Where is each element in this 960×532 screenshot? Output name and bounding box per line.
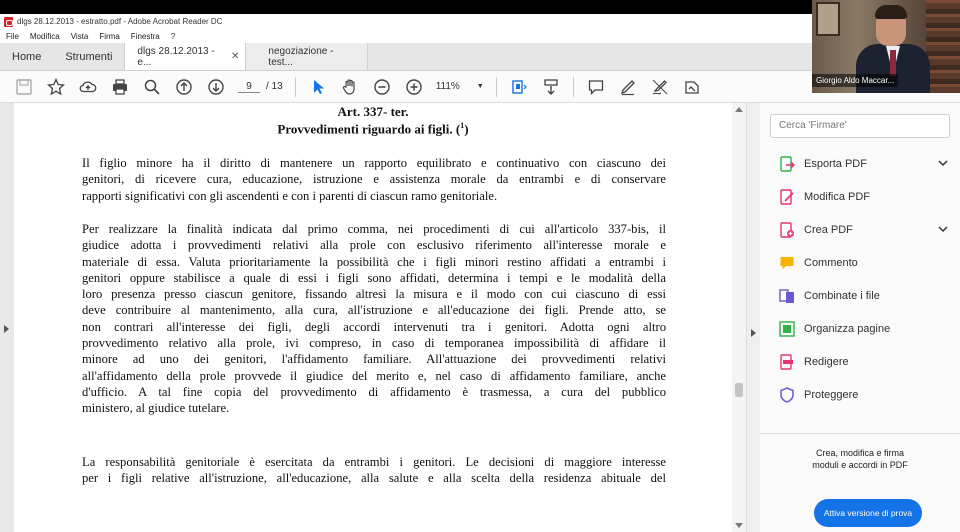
zoom-in-button[interactable] — [398, 75, 430, 99]
tool-redact[interactable] — [760, 345, 960, 378]
tool-label: Modifica PDF — [804, 190, 871, 203]
printer-icon — [111, 78, 129, 96]
text-line: non contrari all'interesse dei figli, degli accordi intervenuti tra i genitori. Adotta ogni altro — [82, 319, 666, 334]
chevron-down-icon[interactable] — [938, 158, 948, 168]
pen-highlight-icon — [619, 78, 637, 96]
select-tool-button[interactable] — [302, 75, 334, 99]
save-button[interactable] — [8, 75, 40, 99]
article-title-text: Provvedimenti riguardo ai figli. ( — [277, 121, 461, 137]
text-line: rapporti significativi con gli ascendenti e con i parenti di ciascun ramo genitoriale. — [82, 188, 498, 203]
menu-help[interactable]: ? — [170, 31, 176, 41]
text-line: giudice adotta i provvedimenti relativi alla prole con esclusivo riferimento all'interesse morale e — [82, 238, 666, 253]
text-line: Il figlio minore ha il diritto di mantenere un rapporto equilibrato e continuativo con ciascuno dei — [82, 156, 666, 170]
webcam-bookshelf — [926, 0, 960, 93]
tool-export-pdf[interactable] — [760, 147, 960, 180]
combine-files-icon — [778, 287, 796, 305]
text-line: all'affidamento della prole provvede il giudice del merito e, nel caso di affidamento familiare, anche — [82, 368, 666, 383]
vertical-scrollbar[interactable] — [732, 103, 746, 532]
tool-label: Redigere — [804, 355, 849, 368]
chevron-down-icon[interactable] — [938, 224, 948, 234]
text-line: genitori oppure stabilisce a quale di essi i figli sono affidati, determina i tempi e le modalità della — [82, 270, 666, 285]
cloud-upload-icon — [79, 78, 97, 96]
menu-modifica[interactable]: Modifica — [29, 31, 60, 41]
promo-line: Crea, modifica e firma — [815, 448, 905, 458]
tool-organize-pages[interactable] — [760, 312, 960, 345]
webcam-participant-name: Giorgio Aldo Maccar... — [812, 74, 898, 87]
cursor-arrow-icon — [309, 78, 327, 96]
fit-page-icon — [510, 78, 528, 96]
page-fit-button[interactable] — [503, 75, 535, 99]
tools-search-input[interactable]: Cerca 'Firmare' — [770, 114, 950, 138]
webcam-picture-frame — [816, 2, 840, 36]
text-line: La responsabilità genitoriale è esercitata da entrambi i genitori. Le decisioni di maggiore interesse — [82, 455, 666, 469]
sign-button[interactable] — [644, 75, 676, 99]
zoom-out-button[interactable] — [366, 75, 398, 99]
article-number: Art. 337- ter. — [337, 104, 409, 119]
scroll-mode-button[interactable] — [535, 75, 567, 99]
hand-tool-button[interactable] — [334, 75, 366, 99]
promo-text — [760, 447, 960, 471]
star-icon — [47, 78, 65, 96]
tab-home[interactable]: Home — [0, 43, 53, 70]
chevron-down-icon: ▼ — [476, 83, 484, 90]
scroll-thumb[interactable] — [735, 383, 743, 397]
content-area — [0, 103, 960, 532]
text-line: ministero, al giudice tutelare. — [82, 401, 230, 416]
tool-label: Organizza pagine — [804, 322, 891, 335]
webcam-person-hair — [875, 5, 907, 19]
left-nav-pane-toggle[interactable] — [0, 103, 14, 532]
menu-file[interactable]: File — [6, 31, 19, 41]
tool-label: Commento — [804, 256, 858, 269]
text-line: loro presenza presso ciascun genitore, fissando altresì la misura e il modo con cui ciascuno di essi — [82, 287, 666, 302]
arrow-up-circle-icon — [175, 78, 193, 96]
next-page-button[interactable] — [200, 75, 232, 99]
tab-document-label: dlgs 28.12.2013 - e... — [137, 45, 215, 68]
tools-pane — [760, 103, 960, 532]
tool-label: Combinate i file — [804, 289, 880, 302]
save-icon — [15, 78, 33, 96]
page-number-input[interactable]: 9 — [238, 81, 260, 93]
redact-icon — [778, 353, 796, 371]
create-pdf-icon — [778, 221, 796, 239]
magnifier-icon — [143, 78, 161, 96]
tools-list — [760, 147, 960, 411]
chevron-right-icon — [751, 329, 756, 337]
scroll-down-icon[interactable] — [735, 523, 743, 528]
speech-bubble-icon — [587, 78, 605, 96]
plus-circle-icon — [405, 78, 423, 96]
sign-pen-icon — [651, 78, 669, 96]
fill-sign-icon — [683, 78, 701, 96]
toolbar-separator — [295, 77, 296, 97]
webcam-person-tie — [890, 50, 896, 76]
promo-line: moduli e accordi in PDF — [812, 460, 908, 470]
text-line: materiale di essa. Valuta prioritariamente la possibilità che i figli minori restino affidati a entrambi i — [82, 254, 666, 269]
tool-combine-files[interactable] — [760, 279, 960, 312]
webcam-overlay — [812, 0, 960, 93]
text-line: provvedimento relativo alla prole, ivi compreso, in caso di temporanea impossibilità di affidare il — [82, 336, 666, 351]
scroll-mode-icon — [542, 78, 560, 96]
zoom-select[interactable] — [436, 81, 484, 92]
highlight-button[interactable] — [612, 75, 644, 99]
toolbar-separator — [573, 77, 574, 97]
export-pdf-icon — [778, 155, 796, 173]
paragraph-2 — [82, 221, 666, 417]
bookmark-star-button[interactable] — [40, 75, 72, 99]
text-line: d'ufficio. A tal fine copia del provvedimento di affidamento è trasmessa, a cura del pubblico — [82, 384, 666, 399]
page-navigator — [238, 81, 283, 93]
right-pane-toggle[interactable] — [746, 103, 760, 532]
print-button[interactable] — [104, 75, 136, 99]
find-button[interactable] — [136, 75, 168, 99]
tab-close-icon[interactable]: ✕ — [231, 51, 240, 62]
tool-protect[interactable] — [760, 378, 960, 411]
footnote-ref[interactable]: 1 — [460, 121, 465, 130]
comment-button[interactable] — [580, 75, 612, 99]
acrobat-app-icon — [4, 17, 13, 27]
tool-label: Crea PDF — [804, 223, 853, 236]
organize-pages-icon — [778, 320, 796, 338]
tab-document-2[interactable]: negoziazione - test... — [246, 43, 368, 70]
tool-edit-pdf[interactable] — [760, 180, 960, 213]
upload-button[interactable] — [72, 75, 104, 99]
panel-divider — [760, 433, 960, 434]
text-line: Per realizzare la finalità indicata dal primo comma, nei procedimenti di cui all'articolo 337-bis, il — [82, 222, 666, 236]
tool-label: Esporta PDF — [804, 157, 867, 170]
text-line: genitori, di ricevere cura, educazione, istruzione e assistenza morale da entrambi e di conservare — [82, 172, 666, 187]
window-title: dlgs 28.12.2013 - estratto.pdf - Adobe Acrobat Reader DC — [17, 17, 223, 26]
tool-create-pdf[interactable] — [760, 213, 960, 246]
text-line: per i figli relative all'istruzione, all'educazione, alla salute e alla scelta della residenza abituale del — [82, 471, 666, 486]
menu-firma[interactable]: Firma — [99, 31, 120, 41]
tab-document-active[interactable] — [124, 43, 246, 70]
start-trial-button[interactable]: Attiva versione di prova — [814, 499, 922, 527]
edit-pdf-icon — [778, 188, 796, 206]
zoom-value: 111% — [435, 81, 460, 92]
chevron-right-icon — [4, 325, 9, 333]
scroll-up-icon[interactable] — [735, 107, 743, 112]
menu-vista[interactable]: Vista — [70, 31, 89, 41]
menu-finestra[interactable]: Finestra — [130, 31, 160, 41]
pdf-page — [14, 103, 732, 532]
comment-icon — [778, 254, 796, 272]
article-title — [14, 121, 732, 137]
tool-comment[interactable] — [760, 246, 960, 279]
paragraph-3 — [82, 454, 666, 487]
prev-page-button[interactable] — [168, 75, 200, 99]
article-title-end: ) — [464, 121, 469, 137]
minus-circle-icon — [373, 78, 391, 96]
toolbar-separator — [496, 77, 497, 97]
tab-tools[interactable]: Strumenti — [53, 43, 124, 70]
paragraph-1 — [82, 155, 666, 204]
text-line: minore ad uno dei genitori, l'affidamento familiare. All'attuazione dei provvedimenti relativi — [82, 352, 666, 367]
fill-sign-button[interactable] — [676, 75, 708, 99]
text-line: deve contribuire al mantenimento, alla cura, all'istruzione e all'educazione dei figli. Prende atto, se — [82, 303, 666, 318]
hand-icon — [341, 78, 359, 96]
tool-label: Proteggere — [804, 388, 859, 401]
page-total: / 13 — [266, 81, 283, 92]
protect-icon — [778, 386, 796, 404]
arrow-down-circle-icon — [207, 78, 225, 96]
